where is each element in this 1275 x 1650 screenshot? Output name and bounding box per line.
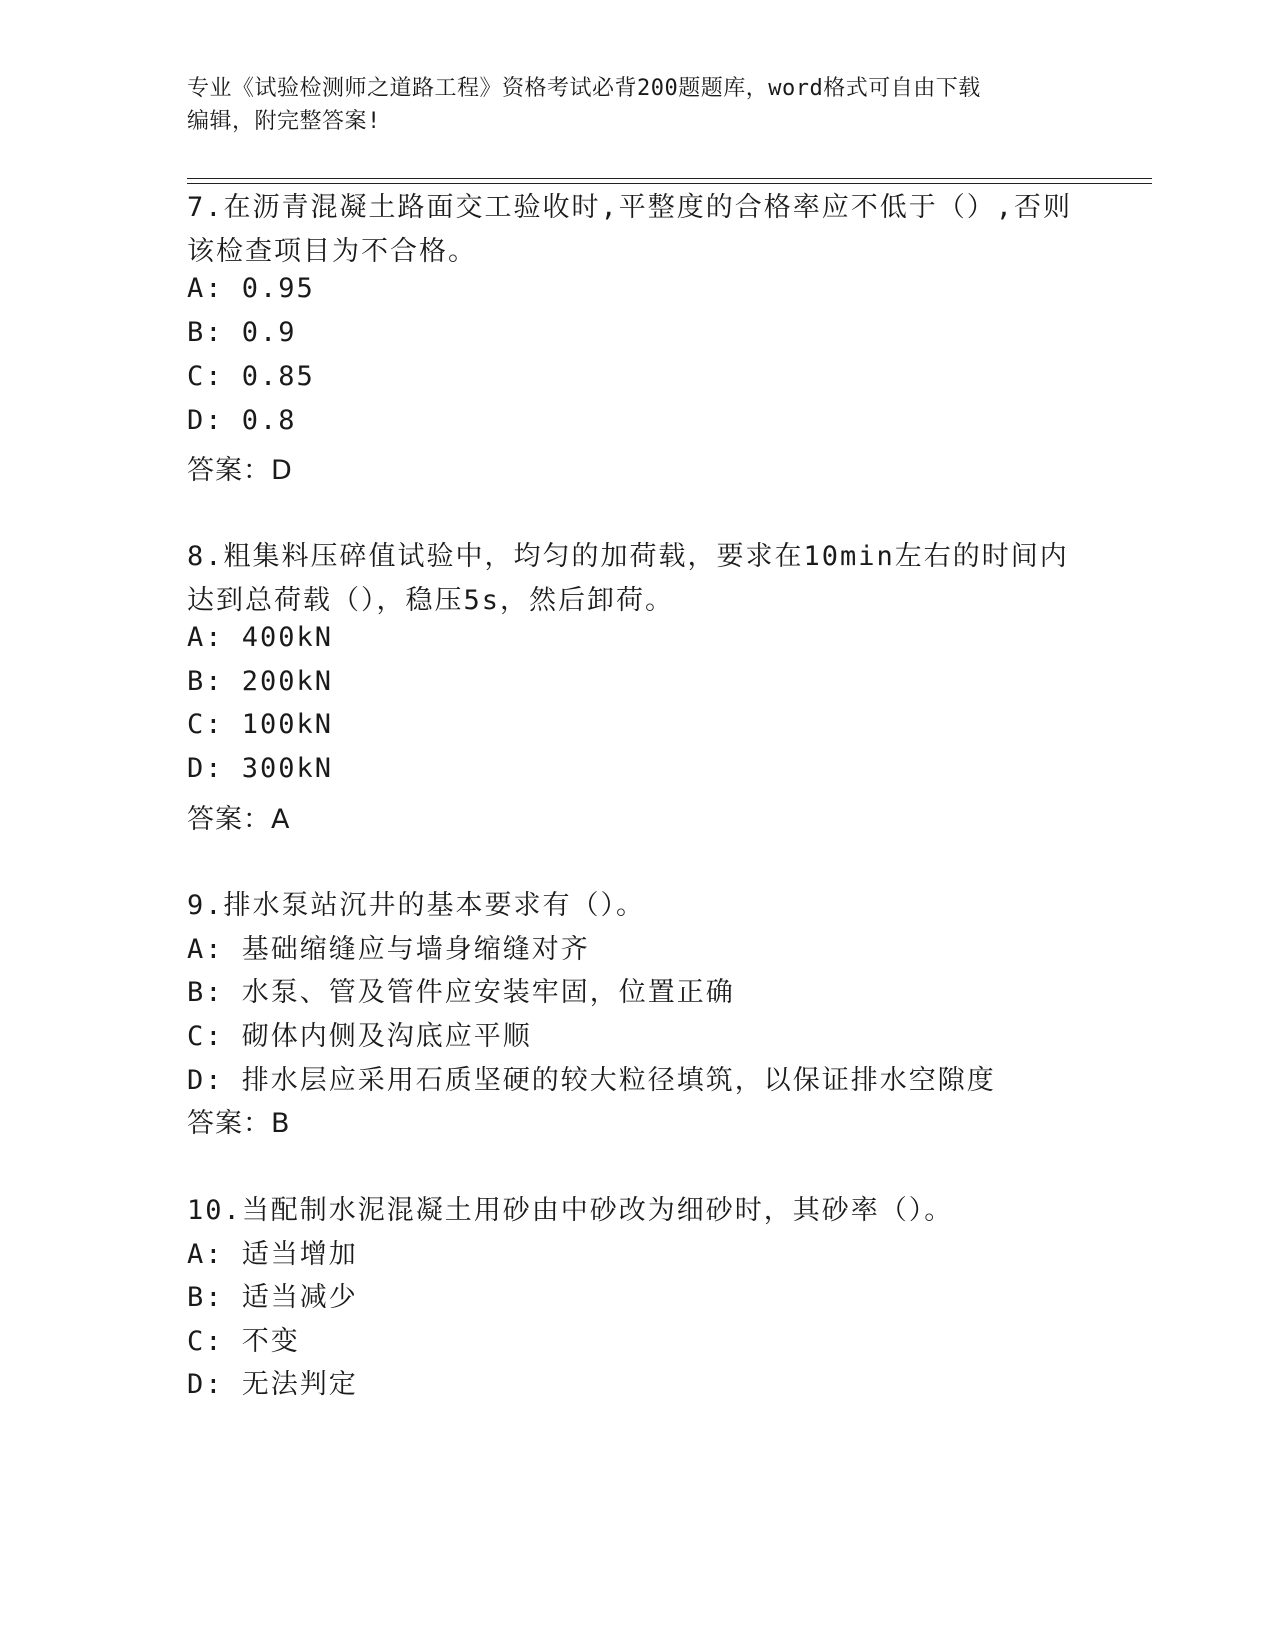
answer: 答案：D (187, 455, 293, 486)
header-line-2: 编辑，附完整答案! (187, 109, 381, 134)
question-stem: 7.在沥青混凝土路面交工验收时,平整度的合格率应不低于（）,否则 (187, 192, 1073, 223)
option-c: C: 0.85 (187, 361, 315, 392)
option-b: B: 0.9 (187, 317, 297, 348)
option-a: A: 0.95 (187, 273, 315, 304)
answer: 答案：A (187, 804, 291, 835)
option-b: B: 水泵、管及管件应安装牢固，位置正确 (187, 977, 735, 1008)
option-c: C: 砌体内侧及沟底应平顺 (187, 1021, 532, 1052)
option-d: D: 0.8 (187, 405, 297, 436)
option-c: C: 100kN (187, 709, 334, 740)
answer: 答案：B (187, 1108, 291, 1139)
question-stem-continued: 该检查项目为不合格。 (187, 236, 477, 267)
question-stem: 10.当配制水泥混凝土用砂由中砂改为细砂时，其砂率（）。 (187, 1195, 954, 1226)
option-b: B: 200kN (187, 666, 334, 697)
question-stem-continued: 达到总荷载（），稳压5s，然后卸荷。 (187, 585, 675, 616)
header-line-1: 专业《试验检测师之道路工程》资格考试必背200题题库，word格式可自由下载 (187, 76, 981, 101)
option-a: A: 基础缩缝应与墙身缩缝对齐 (187, 934, 590, 965)
question-stem: 8.粗集料压碎值试验中，均匀的加荷载，要求在10min左右的时间内 (187, 541, 1069, 572)
option-a: A: 400kN (187, 622, 334, 653)
question-stem: 9.排水泵站沉井的基本要求有（）。 (187, 890, 646, 921)
option-d: D: 排水层应采用石质坚硬的较大粒径填筑，以保证排水空隙度 (187, 1065, 996, 1096)
header-divider-top (187, 178, 1152, 179)
option-d: D: 300kN (187, 753, 334, 784)
document-header (187, 72, 1087, 138)
option-c: C: 不变 (187, 1326, 300, 1357)
option-b: B: 适当减少 (187, 1282, 358, 1313)
option-d: D: 无法判定 (187, 1369, 358, 1400)
header-divider-bottom (187, 183, 1152, 184)
option-a: A: 适当增加 (187, 1239, 358, 1270)
